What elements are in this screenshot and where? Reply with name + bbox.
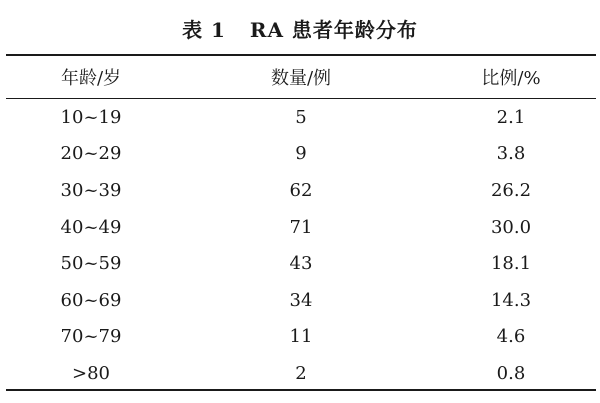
- header-ratio: 比例/%: [481, 68, 541, 89]
- cell-age: 30~39: [60, 179, 122, 201]
- table-row: [6, 209, 596, 246]
- cell-ratio: 3.8: [496, 143, 526, 165]
- cell-ratio: 26.2: [490, 179, 532, 201]
- cell-count: 9: [295, 143, 307, 165]
- cell-age: 60~69: [60, 289, 122, 311]
- cell-age: 40~49: [60, 216, 122, 238]
- cell-ratio: 18.1: [490, 253, 532, 275]
- cell-count: 43: [289, 253, 313, 275]
- cell-count: 2: [295, 362, 307, 384]
- table-body: [6, 99, 596, 392]
- table-row: [6, 172, 596, 209]
- table-row: [6, 319, 596, 356]
- table-row: [6, 282, 596, 319]
- cell-ratio: 30.0: [490, 216, 532, 238]
- table-row: [6, 245, 596, 282]
- header-age: 年龄/岁: [60, 68, 122, 89]
- header-count: 数量/例: [270, 68, 332, 89]
- cell-ratio: 2.1: [496, 106, 526, 128]
- cell-count: 34: [289, 289, 313, 311]
- cell-count: 62: [289, 179, 313, 201]
- cell-ratio: 14.3: [490, 289, 532, 311]
- cell-ratio: 4.6: [496, 326, 526, 348]
- header-row: [6, 56, 596, 98]
- table-row: [6, 136, 596, 173]
- cell-count: 11: [289, 326, 313, 348]
- cell-age: 20~29: [60, 143, 122, 165]
- cell-age: >80: [72, 362, 110, 384]
- cell-count: 5: [295, 106, 307, 128]
- table-row: [6, 99, 596, 136]
- cell-age: 50~59: [60, 253, 122, 275]
- table-row: [6, 355, 596, 392]
- cell-count: 71: [289, 216, 313, 238]
- cell-age: 70~79: [60, 326, 122, 348]
- table-caption: 表 1 RA 患者年龄分布: [182, 18, 418, 42]
- bottom-rule: [6, 389, 596, 391]
- cell-age: 10~19: [60, 106, 122, 128]
- cell-ratio: 0.8: [496, 362, 526, 384]
- table-header: [6, 56, 596, 98]
